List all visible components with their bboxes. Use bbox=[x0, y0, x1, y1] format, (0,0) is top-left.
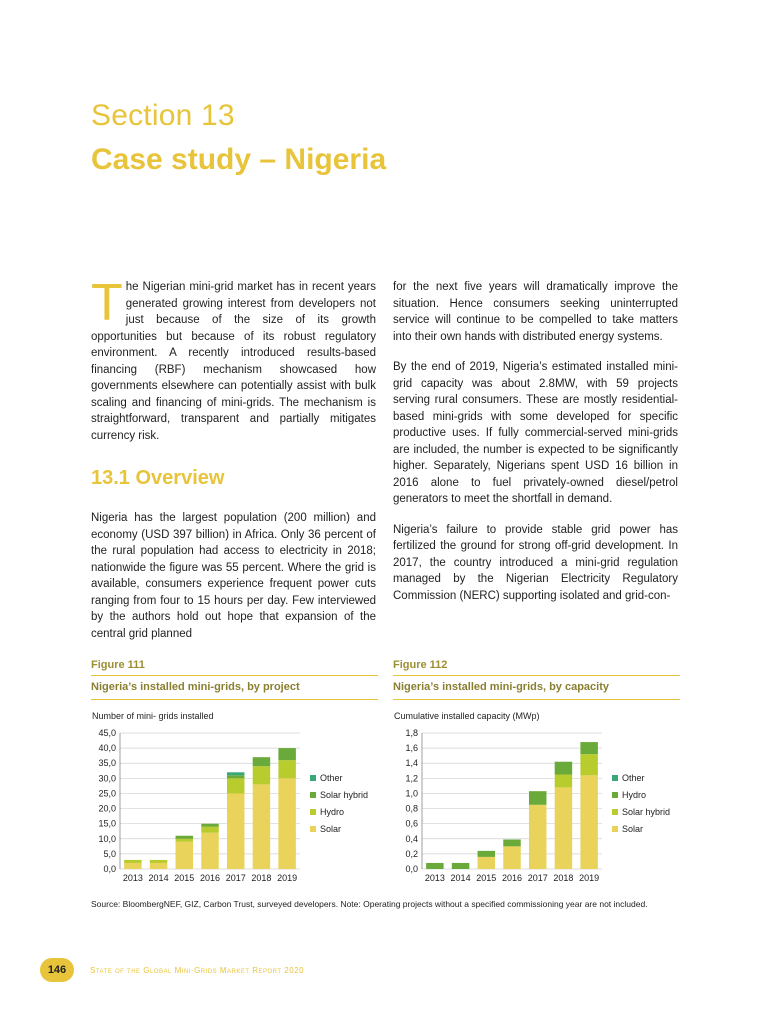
bar-segment bbox=[124, 860, 141, 863]
page-number: 146 bbox=[40, 958, 74, 982]
bar-segment bbox=[278, 748, 295, 760]
y-tick-label: 35,0 bbox=[98, 758, 116, 769]
figure-title: Nigeria’s installed mini-grids, by project bbox=[91, 676, 378, 700]
y-tick-label: 0,0 bbox=[103, 864, 116, 874]
y-tick-label: 0,4 bbox=[405, 833, 418, 844]
bar-segment bbox=[201, 827, 218, 833]
bar-segment bbox=[253, 766, 270, 784]
x-tick-label: 2017 bbox=[527, 873, 548, 883]
y-tick-label: 1,4 bbox=[405, 758, 418, 769]
x-tick-label: 2013 bbox=[122, 873, 143, 883]
overview-paragraph-3: By the end of 2019, Nigeria’s estimated installed mini-grid capacity was about 2.8MW, with 59 projects serving rural consumers. These are mostly residential-based mini-grids with some developed for specific productive uses. If fully commercial-served mini-grids are included, the number is expected to be significantly higher. Separately, Nigerians spent USD 16 billion in 2016 alone to fuel privately-owned diesel/petrol generators to meet the shortfall in demand. bbox=[393, 361, 678, 505]
bar-segment bbox=[529, 791, 546, 805]
legend-label: Hydro bbox=[320, 807, 345, 817]
figure-111-header bbox=[91, 659, 378, 700]
y-tick-label: 20,0 bbox=[98, 803, 116, 814]
legend-label: Solar bbox=[622, 824, 644, 834]
bar-segment bbox=[503, 840, 520, 847]
x-tick-label: 2014 bbox=[148, 873, 169, 883]
legend-label: Solar hybrid bbox=[320, 790, 369, 800]
x-tick-label: 2019 bbox=[277, 873, 298, 883]
y-tick-label: 15,0 bbox=[98, 818, 116, 829]
chart-capacity bbox=[390, 707, 680, 892]
y-tick-label: 30,0 bbox=[98, 773, 116, 784]
overview-heading: 13.1 Overview bbox=[91, 467, 225, 489]
legend-swatch bbox=[612, 792, 618, 798]
legend-label: Other bbox=[320, 773, 343, 783]
legend-swatch bbox=[612, 809, 618, 815]
y-tick-label: 40,0 bbox=[98, 743, 116, 754]
bar-segment bbox=[201, 824, 218, 827]
y-tick-label: 1,2 bbox=[405, 773, 418, 784]
bar-segment bbox=[150, 863, 167, 869]
bar-segment bbox=[478, 857, 495, 869]
bar-segment bbox=[227, 778, 244, 793]
legend-swatch bbox=[612, 775, 618, 781]
x-tick-label: 2015 bbox=[174, 873, 195, 883]
overview-paragraph-1: Nigeria has the largest population (200 million) and economy (USD 397 billion) in Africa. Only 36 percent of the rural population had access to electricity in 2018; nationwide the figure was 55 percent. Where the grid is available, consumers experience frequent power cuts ranging from four to 15 hours per day. Few interviewed by the authors hold out hope that expansion of the central grid planned bbox=[91, 512, 376, 640]
overview-paragraph-4: Nigeria’s failure to provide stable grid power has fertilized the ground for strong off-grid development. In 2017, the country introduced a mini-grid regulation managed by the Nigerian Electricity Regulatory Commission (NERC) supporting isolated and grid-con- bbox=[393, 523, 678, 602]
bar-segment bbox=[529, 805, 546, 869]
section-label: Section 13 bbox=[91, 99, 235, 132]
chart-projects bbox=[88, 707, 378, 892]
bar-segment bbox=[150, 860, 167, 863]
y-tick-label: 0,6 bbox=[405, 818, 418, 829]
x-tick-label: 2014 bbox=[450, 873, 471, 883]
bar-segment bbox=[124, 863, 141, 869]
x-tick-label: 2016 bbox=[199, 873, 221, 883]
figure-title: Nigeria’s installed mini-grids, by capacity bbox=[393, 676, 680, 700]
y-tick-label: 45,0 bbox=[98, 728, 116, 738]
y-tick-label: 0,8 bbox=[405, 803, 418, 814]
y-tick-label: 0,0 bbox=[405, 864, 418, 874]
bar-segment bbox=[176, 836, 193, 839]
bar-segment bbox=[478, 851, 495, 857]
figure-number: Figure 111 bbox=[91, 659, 378, 676]
drop-cap: T bbox=[91, 274, 123, 332]
footer-title: State of the Global Mini-Grids Market Report 2020 bbox=[90, 966, 305, 975]
y-tick-label: 1,6 bbox=[405, 743, 418, 754]
y-tick-label: 10,0 bbox=[98, 833, 116, 844]
x-tick-label: 2019 bbox=[579, 873, 600, 883]
intro-paragraph bbox=[91, 274, 376, 444]
bar-segment bbox=[580, 754, 597, 775]
legend-swatch bbox=[310, 809, 316, 815]
bar-segment bbox=[503, 846, 520, 869]
x-tick-label: 2018 bbox=[553, 873, 574, 883]
x-tick-label: 2016 bbox=[501, 873, 523, 883]
legend-label: Other bbox=[622, 773, 645, 783]
legend-label: Solar bbox=[320, 824, 342, 834]
legend-label: Hydro bbox=[622, 790, 647, 800]
bar-segment bbox=[426, 863, 443, 869]
bar-segment bbox=[227, 772, 244, 775]
y-tick-label: 1,8 bbox=[405, 728, 418, 738]
right-column bbox=[393, 279, 678, 618]
legend-swatch bbox=[310, 792, 316, 798]
y-tick-label: 5,0 bbox=[103, 848, 116, 859]
bar-segment bbox=[253, 757, 270, 766]
figure-number: Figure 112 bbox=[393, 659, 680, 676]
bar-segment bbox=[555, 787, 572, 869]
intro-text: he Nigerian mini-grid market has in recent years generated growing interest from developers not just because of the size of its growth opportunities but because of its robust regulatory environment. A recently introduced results-based financing (RBF) mechanism showcased how governments elsewhere can potentially assist with bulk scaling and financing of mini-grids. The mechanism is straightforward, transparent and partially mitigates currency risk. bbox=[91, 281, 376, 442]
y-axis-label: Number of mini- grids installed bbox=[92, 711, 214, 721]
bar-segment bbox=[253, 784, 270, 869]
bar-segment bbox=[580, 775, 597, 869]
bar-segment bbox=[555, 775, 572, 788]
bar-segment bbox=[201, 833, 218, 869]
bar-segment bbox=[555, 762, 572, 775]
x-tick-label: 2017 bbox=[225, 873, 246, 883]
y-axis-label: Cumulative installed capacity (MWp) bbox=[394, 711, 540, 721]
bar-segment bbox=[227, 775, 244, 778]
y-tick-label: 0,2 bbox=[405, 848, 418, 859]
overview-paragraph-2: for the next five years will dramatically improve the situation. Hence consumers seeking uninterrupted service will continue to be compelled to take matters into their own hands with distributed energy systems. bbox=[393, 281, 678, 343]
bar-segment bbox=[452, 863, 469, 869]
x-tick-label: 2015 bbox=[476, 873, 497, 883]
source-note: Source: BloombergNEF, GIZ, Carbon Trust, surveyed developers. Note: Operating projects without a specified commissioning year are not included. bbox=[91, 899, 648, 909]
bar-segment bbox=[580, 742, 597, 754]
x-tick-label: 2018 bbox=[251, 873, 272, 883]
bar-segment bbox=[278, 760, 295, 778]
bar-segment bbox=[176, 839, 193, 842]
left-column bbox=[91, 274, 376, 656]
legend-swatch bbox=[612, 826, 618, 832]
bar-segment bbox=[176, 842, 193, 869]
legend-swatch bbox=[310, 826, 316, 832]
bar-segment bbox=[227, 793, 244, 869]
page-title: Case study – Nigeria bbox=[91, 143, 387, 176]
legend-swatch bbox=[310, 775, 316, 781]
legend-label: Solar hybrid bbox=[622, 807, 671, 817]
y-tick-label: 1,0 bbox=[405, 788, 418, 799]
x-tick-label: 2013 bbox=[424, 873, 445, 883]
bar-segment bbox=[278, 778, 295, 869]
y-tick-label: 25,0 bbox=[98, 788, 116, 799]
figure-112-header bbox=[393, 659, 680, 700]
